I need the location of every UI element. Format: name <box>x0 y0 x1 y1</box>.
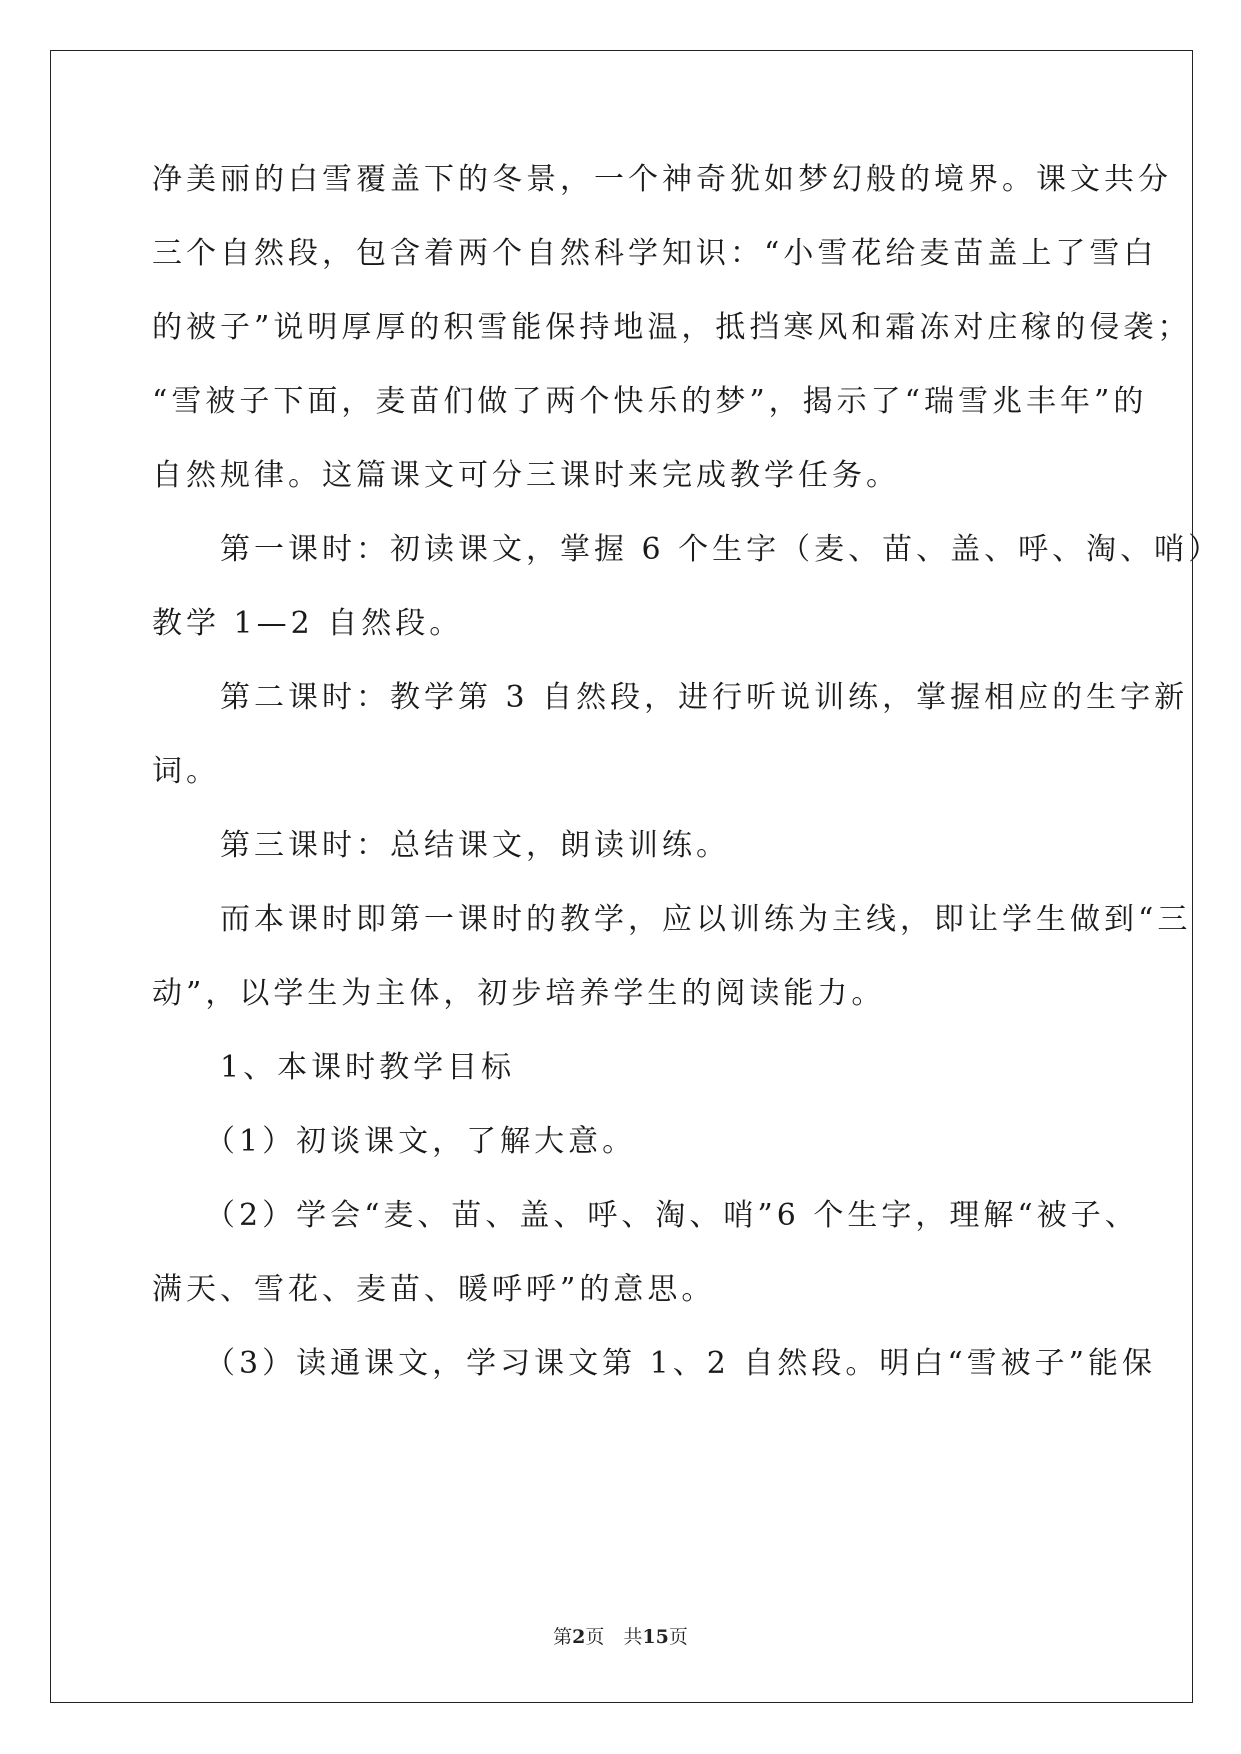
text-line: 自然规律。这篇课文可分三课时来完成教学任务。 <box>152 458 900 493</box>
page-suffix: 页 <box>668 1626 688 1648</box>
text-line: 的被子”说明厚厚的积雪能保持地温，抵挡寒风和霜冻对庄稼的侵袭； <box>152 310 1192 345</box>
page-number-footer <box>0 1622 1241 1649</box>
text-line: 动”，以学生为主体，初步培养学生的阅读能力。 <box>152 976 886 1011</box>
text-line: （2）学会“麦、苗、盖、呼、淘、哨”6 个生字，理解“被子、 <box>152 1198 1139 1233</box>
text-line: （3）读通课文，学习课文第 1、2 自然段。明白“雪被子”能保 <box>152 1346 1157 1381</box>
text-line: 三个自然段，包含着两个自然科学知识：“小雪花给麦苗盖上了雪白 <box>152 236 1158 271</box>
page-prefix: 第 <box>553 1626 573 1648</box>
text-line: 满天、雪花、麦苗、暖呼呼”的意思。 <box>152 1272 716 1307</box>
text-line: 第二课时：教学第 3 自然段，进行听说训练，掌握相应的生字新 <box>152 680 1189 715</box>
text-line: 词。 <box>152 754 220 789</box>
text-line: 第三课时：总结课文，朗读训练。 <box>152 828 730 863</box>
page-border <box>50 50 1193 1703</box>
text-line: 1、本课时教学目标 <box>152 1050 516 1085</box>
text-line: 而本课时即第一课时的教学，应以训练为主线，即让学生做到“三 <box>152 902 1192 937</box>
text-line: 净美丽的白雪覆盖下的冬景，一个神奇犹如梦幻般的境界。课文共分 <box>152 162 1172 197</box>
text-line: “雪被子下面，麦苗们做了两个快乐的梦”，揭示了“瑞雪兆丰年”的 <box>152 384 1148 419</box>
text-line: 第一课时：初读课文，掌握 6 个生字（麦、苗、盖、呼、淘、哨） <box>152 532 1223 567</box>
text-line: 教学 1—2 自然段。 <box>152 606 464 641</box>
total-page-number: 15 <box>642 1626 669 1648</box>
current-page-number: 2 <box>572 1626 586 1648</box>
page-mid: 页 共 <box>585 1626 643 1648</box>
text-line: （1）初谈课文，了解大意。 <box>152 1124 637 1159</box>
